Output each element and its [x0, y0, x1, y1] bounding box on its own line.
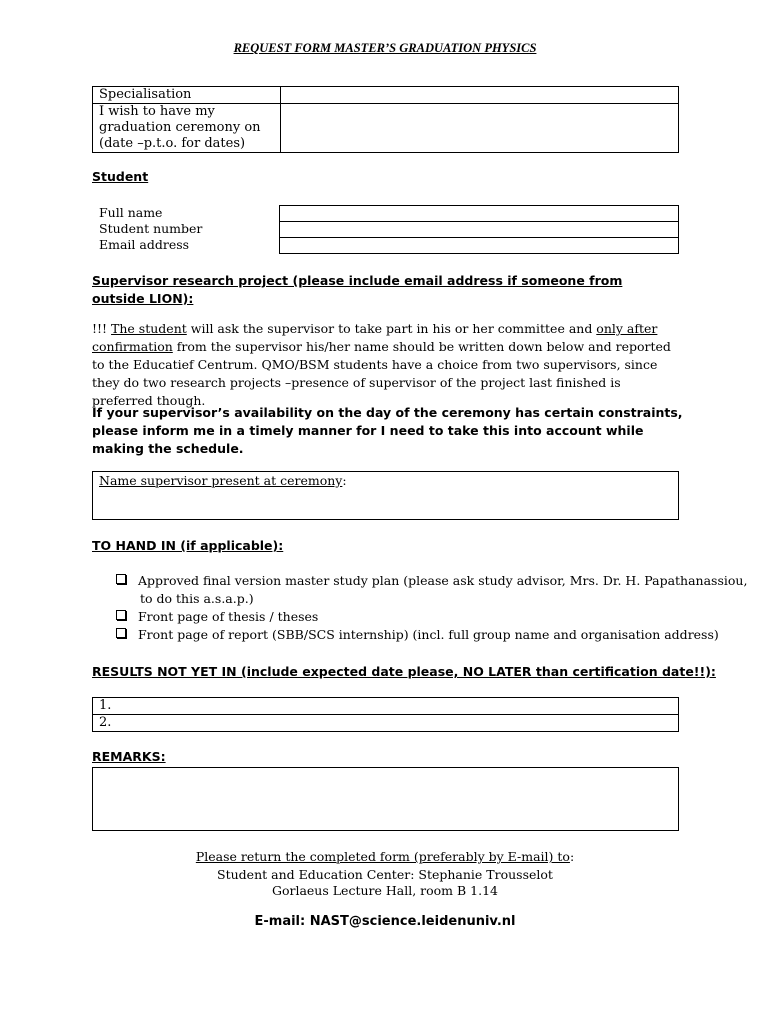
- return-location: Gorlaeus Lecture Hall, room B 1.14: [271, 883, 499, 898]
- full-name-label: Full name: [99, 205, 163, 220]
- specialisation-label: Specialisation: [93, 87, 281, 104]
- form-title: REQUEST FORM MASTER’S GRADUATION PHYSICS: [233, 41, 537, 55]
- return-recipient: Student and Education Center: Stephanie Trousselot: [217, 867, 553, 882]
- results-row[interactable]: 1.: [93, 698, 679, 715]
- specialisation-input[interactable]: [281, 87, 679, 104]
- supervisor-heading: Supervisor research project (please include email address if someone from outside LION):: [92, 273, 623, 306]
- hand-in-item-report: Front page of report (SBB/SCS internship) (incl. full group name and organisation address): [116, 626, 756, 644]
- ceremony-date-input[interactable]: [281, 104, 679, 153]
- student-heading: Student: [92, 169, 149, 184]
- checkbox-report[interactable]: [116, 628, 126, 638]
- student-number-label: Student number: [99, 221, 203, 236]
- supervisor-present-box[interactable]: [92, 471, 679, 520]
- supervisor-present-label: Name supervisor present at ceremony:: [99, 473, 347, 488]
- student-number-input[interactable]: [280, 222, 679, 238]
- return-email-link[interactable]: NAST@science.leidenuniv.nl: [309, 914, 516, 929]
- supervisor-instructions: !!! The student will ask the supervisor to take part in his or her committee and only after confirmation from the supervisor his/her name should be written down below and reported to the Educatief Centrum. QMO/BSM students have a choice from two supervisors, since they do two research projects –presence of supervisor of the project last finished is preferred though.: [92, 321, 671, 408]
- checkbox-thesis[interactable]: [116, 610, 126, 620]
- hand-in-item-thesis: Front page of thesis / theses: [116, 608, 756, 626]
- return-email-line: E-mail: NAST@science.leidenuniv.nl: [254, 914, 516, 929]
- results-row[interactable]: 2.: [93, 715, 679, 732]
- full-name-input[interactable]: [280, 206, 679, 222]
- return-instruction: Please return the completed form (preferably by E-mail) to:: [195, 849, 575, 864]
- email-address-label: Email address: [99, 237, 190, 252]
- hand-in-list: [116, 572, 756, 644]
- constraints-note: If your supervisor’s availability on the day of the ceremony has certain constraints, please inform me in a timely manner for I need to take this into account while making the schedule.: [92, 405, 683, 456]
- hand-in-item-study-plan: Approved final version master study plan (please ask study advisor, Mrs. Dr. H. Papathanassiou,: [116, 572, 756, 590]
- specialisation-table: [92, 86, 679, 153]
- results-table: [92, 697, 679, 732]
- student-field-labels: [99, 205, 202, 253]
- remarks-box[interactable]: [92, 767, 679, 831]
- email-address-input[interactable]: [280, 238, 679, 254]
- checkbox-study-plan[interactable]: [116, 574, 126, 584]
- hand-in-item-study-plan-cont: to do this a.s.a.p.): [140, 591, 254, 606]
- remarks-heading: REMARKS:: [92, 749, 166, 764]
- ceremony-date-label: I wish to have my graduation ceremony on (date –p.t.o. for dates): [93, 104, 281, 153]
- student-input-table: [279, 205, 679, 254]
- results-heading: RESULTS NOT YET IN (include expected date please, NO LATER than certification date!!):: [92, 664, 716, 679]
- hand-in-heading: TO HAND IN (if applicable):: [92, 538, 284, 553]
